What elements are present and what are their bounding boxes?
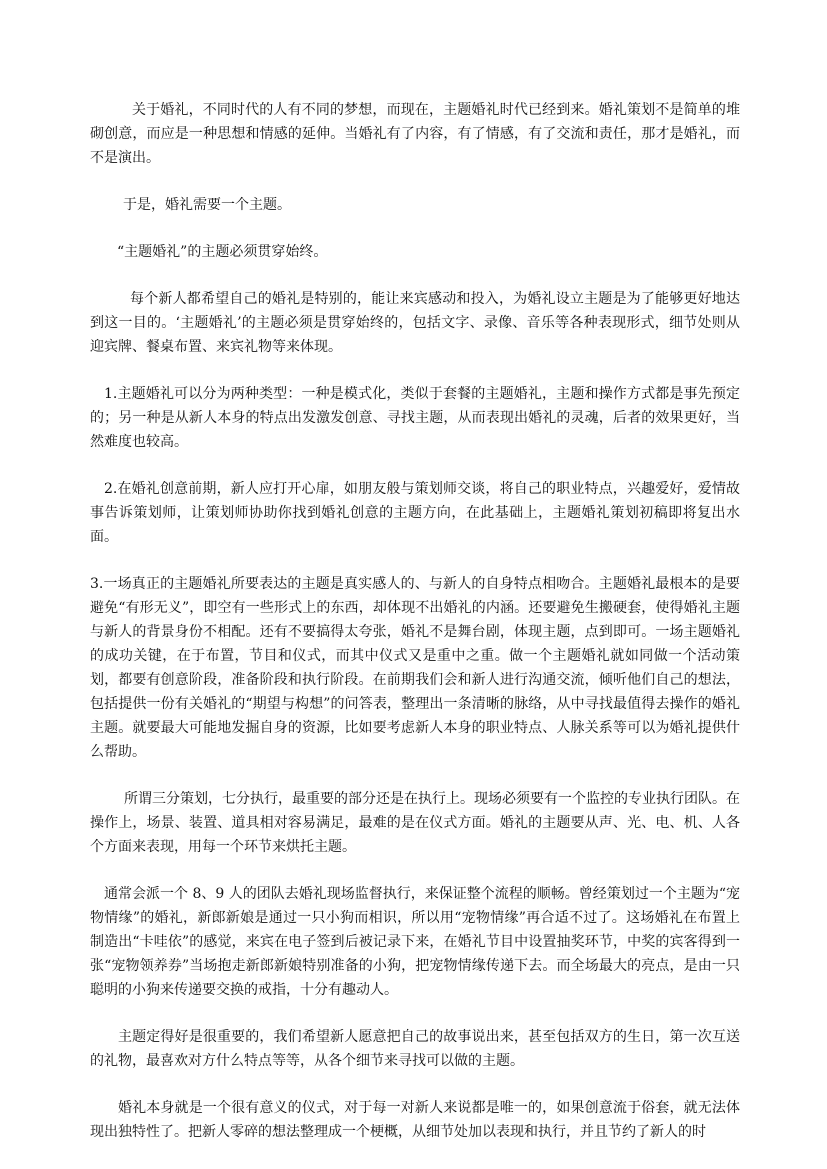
paragraph-team-example: 通常会派一个 8、9 人的团队去婚礼现场监督执行，来保证整个流程的顺畅。曾经策划过一个主题为“宠物情缘”的婚礼，新郎新娘是通过一只小狗而相识，所以用“宠物情缘”再合适不过了。这场婚礼在布置上制造出“卡哇依”的感觉，来宾在电子签到后被记录下来，在婚礼节目中设置抽奖环节，中奖的宾客得到一张“宠物领养券”当场抱走新郎新娘特别准备的小狗，把宠物情缘传递下去。而全场最大的亮点，是由一只聪明的小狗来传递要交换的戒指，十分有趣动人。 [90,886,740,998]
document-body [90,98,740,1144]
paragraph-theme-throughout: “主题婚礼”的主题必须贯穿始终。 [117,244,328,260]
paragraph-need-theme: 于是，婚礼需要一个主题。 [123,197,291,213]
paragraph-intro: 关于婚礼，不同时代的人有不同的梦想，而现在，主题婚礼时代已经到来。婚礼策划不是简单的堆砌创意，而应是一种思想和情感的延伸。当婚礼有了内容，有了情感，有了交流和责任，那才是婚礼，而不是演出。 [90,102,740,166]
paragraph-theme-story: 主题定得好是很重要的，我们希望新人愿意把自己的故事说出来，甚至包括双方的生日，第一次互送的礼物，最喜欢对方什么特点等等，从各个细节来寻找可以做的主题。 [90,1029,740,1069]
paragraph-ceremony-meaning: 婚礼本身就是一个很有意义的仪式，对于每一对新人来说都是唯一的，如果创意流于俗套，就无法体现出独特性了。把新人零碎的想法整理成一个梗概，从细节处加以表现和执行，并且节约了新人的时 [90,1100,740,1140]
paragraph-execution: 所谓三分策划，七分执行，最重要的部分还是在执行上。现场必须要有一个监控的专业执行团队。在操作上，场景、装置、道具相对容易满足，最难的是在仪式方面。婚礼的主题要从声、光、电、机、人各个方面来表现，用每一个环节来烘托主题。 [90,791,740,855]
paragraph-special-wedding: 每个新人都希望自己的婚礼是特别的，能让来宾感动和投入，为婚礼设立主题是为了能够更好地达到这一目的。‘主题婚礼’的主题必须是贯穿始终的，包括文字、录像、音乐等各种表现形式，细节处则从迎宾牌、餐桌布置、来宾礼物等来体现。 [90,291,740,355]
paragraph-point-3: 3.一场真正的主题婚礼所要表达的主题是真实感人的、与新人的自身特点相吻合。主题婚礼最根本的是要避免“有形无义”，即空有一些形式上的东西，却体现不出婚礼的内涵。还要避免生搬硬套，使得婚礼主题与新人的背景身份不相配。还有不要搞得太夸张，婚礼不是舞台剧，体现主题，点到即可。一场主题婚礼的成功关键，在于布置，节目和仪式，而其中仪式又是重中之重。做一个主题婚礼就如同做一个活动策划，都要有创意阶段，准备阶段和执行阶段。在前期我们会和新人进行沟通交流，倾听他们自己的想法，包括提供一份有关婚礼的“期望与构想”的问答表，整理出一条清晰的脉络，从中寻找最值得去操作的婚礼主题。就要最大可能地发掘自身的资源，比如要考虑新人本身的职业特点、人脉关系等可以为婚礼提供什么帮助。 [90,576,740,760]
paragraph-point-2: 2.在婚礼创意前期，新人应打开心扉，如朋友般与策划师交谈，将自己的职业特点，兴趣爱好，爱情故事告诉策划师，让策划师协助你找到婚礼创意的主题方向，在此基础上，主题婚礼策划初稿即将复出水面。 [90,481,740,545]
paragraph-point-1: 1.主题婚礼可以分为两种类型：一种是模式化，类似于套餐的主题婚礼，主题和操作方式都是事先预定的；另一种是从新人本身的特点出发激发创意、寻找主题，从而表现出婚礼的灵魂，后者的效果更好，当然难度也较高。 [90,386,740,450]
